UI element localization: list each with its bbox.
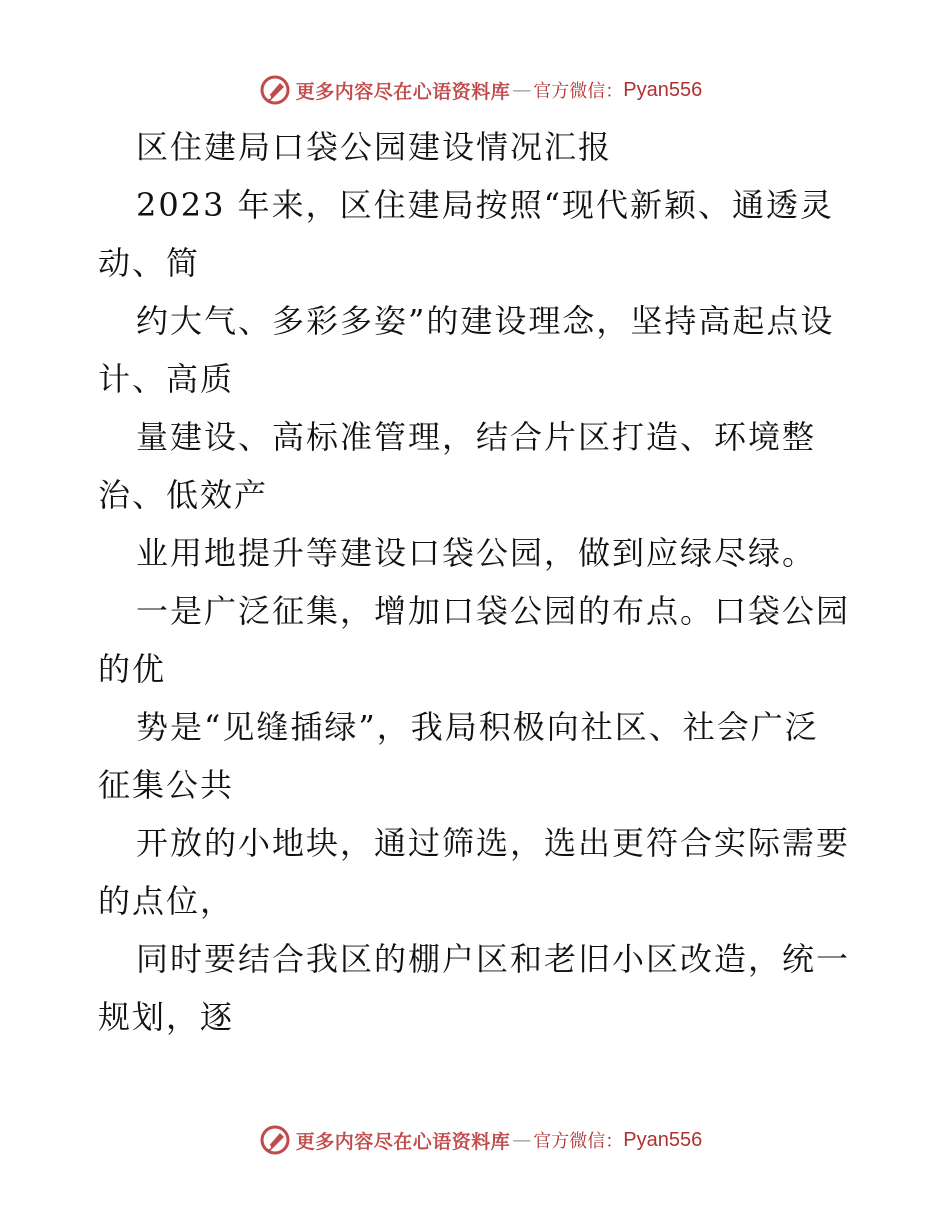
footer-watermark xyxy=(0,1120,950,1160)
watermark-text: 更多内容尽在心语资料库 xyxy=(295,80,511,103)
pen-nib-logo-icon xyxy=(258,1123,292,1157)
paragraph-line: 规划，逐 xyxy=(98,998,235,1036)
paragraph-line: 同时要结合我区的棚户区和老旧小区改造，统一 xyxy=(136,940,851,978)
paragraph-line: 征集公共 xyxy=(98,766,235,804)
paragraph-line: 2023 年来，区住建局按照“现代新颖、通透灵 xyxy=(136,186,834,224)
watermark-wechat-id: Pyan556 xyxy=(623,78,703,101)
paragraph-line: 动、简 xyxy=(98,244,201,282)
paragraph-line: 一是广泛征集，增加口袋公园的布点。口袋公园 xyxy=(136,592,851,630)
watermark-wechat-label: 官方微信： xyxy=(533,1131,624,1152)
watermark-dash: — xyxy=(512,1129,532,1151)
pen-nib-logo-icon xyxy=(258,73,292,107)
paragraph-line: 治、低效产 xyxy=(98,476,269,514)
paragraph-line: 势是“见缝插绿”，我局积极向社区、社会广泛 xyxy=(136,708,819,746)
document-title: 区住建局口袋公园建设情况汇报 xyxy=(136,128,613,166)
paragraph-line: 量建设、高标准管理，结合片区打造、环境整 xyxy=(136,418,817,456)
paragraph-line: 计、高质 xyxy=(98,360,235,398)
paragraph-line: 的点位， xyxy=(98,882,235,920)
paragraph-line: 的优 xyxy=(98,650,167,688)
watermark-wechat-label: 官方微信： xyxy=(533,81,624,102)
document-body xyxy=(98,118,858,1046)
watermark-text: 更多内容尽在心语资料库 xyxy=(295,1130,511,1153)
watermark-dash: — xyxy=(512,79,532,101)
header-watermark xyxy=(0,70,950,110)
watermark-wechat-id: Pyan556 xyxy=(623,1128,703,1151)
paragraph-line: 约大气、多彩多姿”的建设理念，坚持高起点设 xyxy=(136,302,835,340)
paragraph-line: 开放的小地块，通过筛选，选出更符合实际需要 xyxy=(136,824,851,862)
paragraph-line: 业用地提升等建设口袋公园，做到应绿尽绿。 xyxy=(136,534,817,572)
